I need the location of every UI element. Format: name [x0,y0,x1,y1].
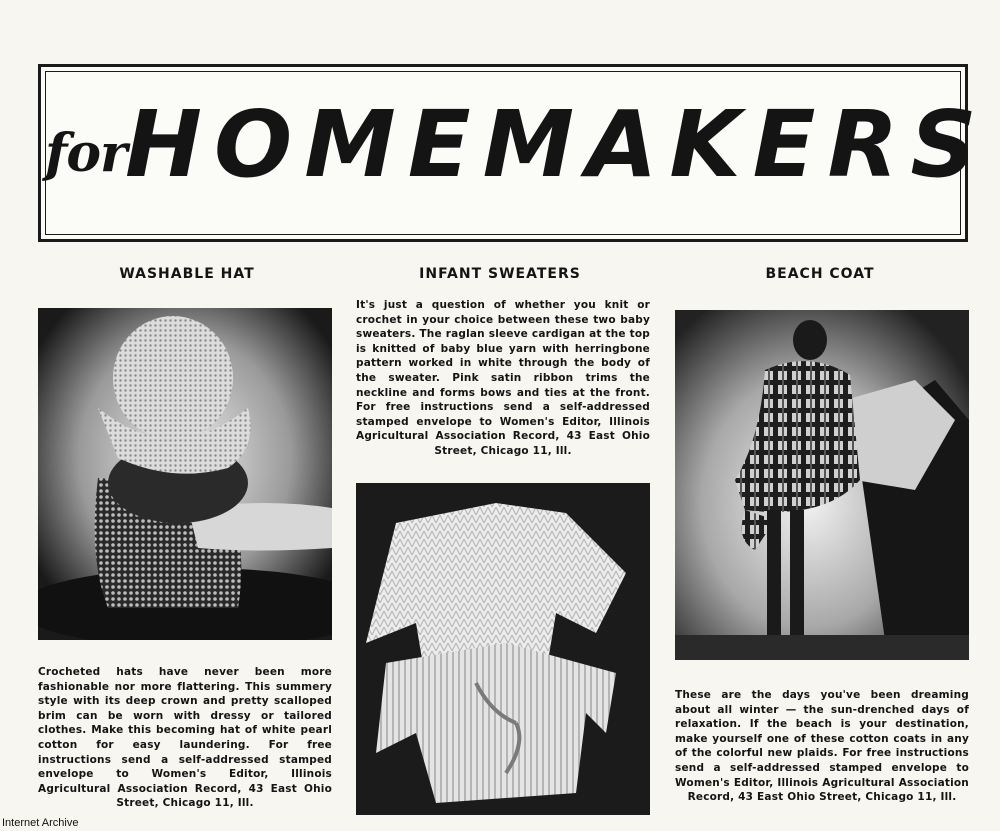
infant-sweaters-description: It's just a question of whether you knit or crochet in your choice between these two baby sweaters. The raglan sleeve cardigan at the top is knitted of baby blue yarn with herringbone pattern worked in white through the body of the sweater. Pink satin ribbon trims the neckline and forms bows and ties at the front. For free instructions send a self-addressed stamped envelope to Women's Editor, Illinois Agricultural Association Record, 43 East Ohio Street, Chicago 11, Ill. [356,299,650,457]
beach-coat-description: These are the days you've been dreaming about all winter — the sun-drenched days of relaxation. If the beach is your destination, make yourself one of these cotton coats in any of the colorful new plaids. For free instructions send a self-addressed stamped envelope to Women's Editor, Illinois Agricultural Association Record, 43 East Ohio Street, Chicago 11, Ill. [675,689,969,804]
masthead-banner [38,64,989,242]
source-credit: Internet Archive [2,817,79,829]
crochet-hat-photo [38,308,332,640]
heading-washable-hat: WASHABLE HAT [119,266,255,282]
masthead-prefix: for [45,123,127,184]
infant-sweaters-photo [356,483,650,815]
heading-beach-coat: BEACH COAT [765,266,875,282]
masthead-title: HOMEMAKERS [125,91,989,198]
beach-coat-photo [675,310,969,660]
heading-infant-sweaters: INFANT SWEATERS [419,266,581,282]
washable-hat-description: Crocheted hats have never been more fashionable nor more flattering. This summery style with its deep crown and pretty scalloped brim can be worn with dressy or tailored clothes. Make this becoming hat of white pearl cotton for easy laundering. For free instructions send a self-addressed stamped envelope to Women's Editor, Illinois Agricultural Association Record, 43 East Ohio Street, Chicago 11, Ill. [38,666,332,810]
